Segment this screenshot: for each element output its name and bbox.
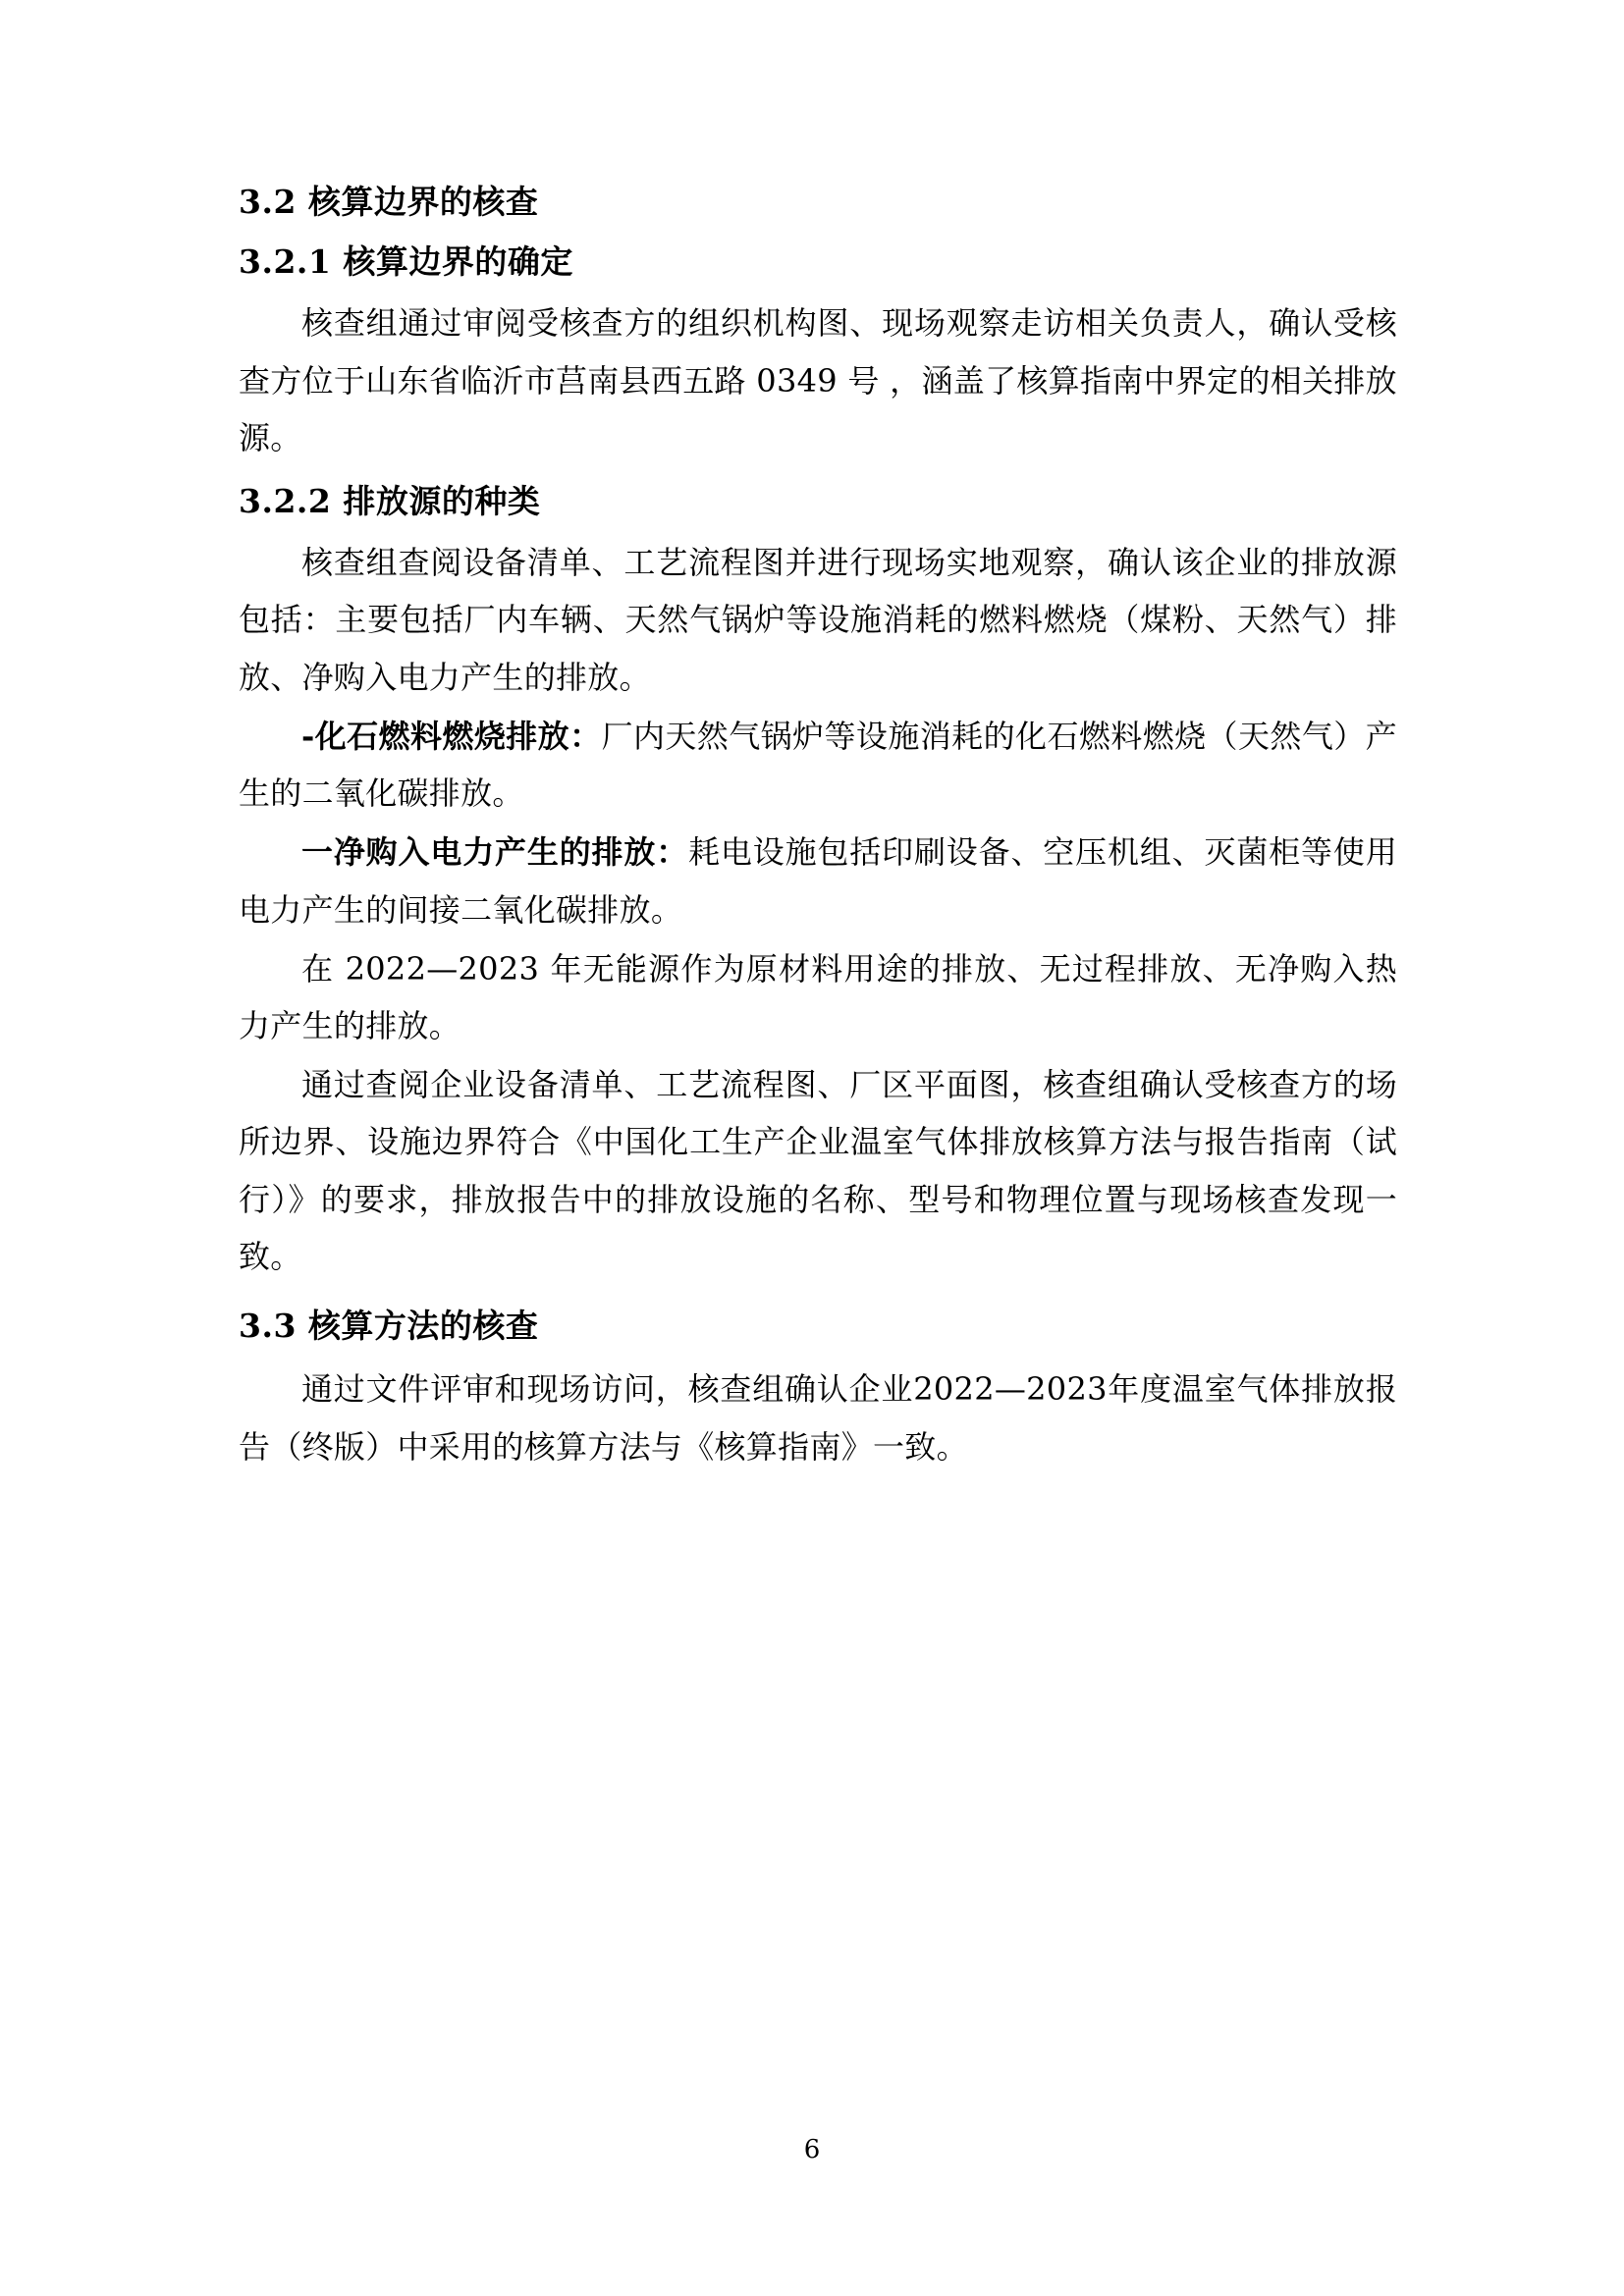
paragraph-lead-purchased-electricity: 一净购入电力产生的排放：	[301, 833, 689, 872]
paragraph-3-3-1: 通过文件评审和现场访问，核查组确认企业2022—2023年度温室气体排放报告（终版）中采用的核算方法与《核算指南》一致。	[239, 1370, 1397, 1466]
page-content	[239, 177, 1397, 1477]
paragraph-purchased-electricity	[239, 824, 1397, 937]
paragraph-boundary-verification: 通过查阅企业设备清单、工艺流程图、厂区平面图，核查组确认受核查方的场所边界、设施边界符合《中国化工生产企业温室气体排放核算方法与报告指南（试行）》的要求，排放报告中的排放设施的名称、型号和物理位置与现场核查发现一致。	[239, 1066, 1397, 1275]
paragraph-lead-fossil-fuel: -化石燃料燃烧排放：	[301, 717, 602, 755]
paragraph-body-fossil-fuel: 厂内天然气锅炉等设施消耗的化石燃料燃烧（天然气）产生的二氧化碳排放。	[239, 717, 1397, 813]
spacer	[239, 468, 1397, 476]
section-heading-3-2-1: 3.2.1 核算边界的确定	[239, 242, 573, 282]
paragraph-3-2-1-1: 核查组通过审阅受核查方的组织机构图、现场观察走访相关负责人，确认受核查方位于山东省临沂市莒南县西五路 0349 号 ，涵盖了核算指南中界定的相关排放源。	[239, 304, 1397, 456]
section-heading-3-3: 3.3 核算方法的核查	[239, 1307, 539, 1346]
paragraph-fossil-fuel-combustion	[239, 708, 1397, 822]
section-heading-3-2: 3.2 核算边界的核查	[239, 183, 539, 221]
paragraph-3-2-2-1: 核查组查阅设备清单、工艺流程图并进行现场实地观察，确认该企业的排放源包括：主要包括厂内车辆、天然气锅炉等设施消耗的燃料燃烧（煤粉、天然气）排放、净购入电力产生的排放。	[239, 544, 1397, 696]
section-heading-3-2-2: 3.2.2 排放源的种类	[239, 481, 541, 520]
spacer	[239, 1287, 1397, 1301]
paragraph-body-purchased-electricity: 耗电设施包括印刷设备、空压机组、灭菌柜等使用电力产生的间接二氧化碳排放。	[239, 833, 1397, 929]
paragraph-no-other-emissions: 在 2022—2023 年无能源作为原材料用途的排放、无过程排放、无净购入热力产生的排放。	[239, 949, 1397, 1044]
page-number: 6	[803, 2135, 821, 2164]
